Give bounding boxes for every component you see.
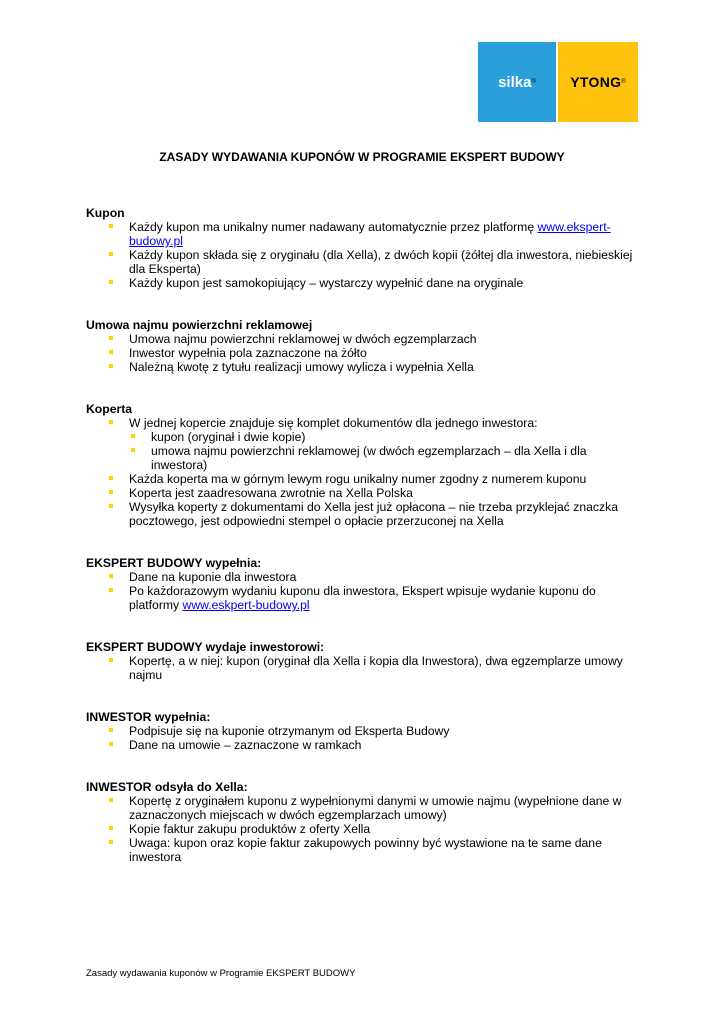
silka-logo: silka ®: [478, 42, 556, 122]
list-item: Wysyłka koperty z dokumentami do Xella jest już opłacona – nie trzeba przyklejać znaczka pocztowego, jest odpowiedni stempel o opłacie przerzuconej na Xella: [86, 500, 646, 528]
list-item: Kopertę, a w niej: kupon (oryginał dla Xella i kopia dla Inwestora), dwa egzemplarze umowy najmu: [86, 654, 646, 682]
section-ekspert-wydaje: [86, 640, 646, 682]
list-item: [86, 416, 646, 472]
section-heading: Umowa najmu powierzchni reklamowej: [86, 318, 313, 332]
list-item: Podpisuje się na kuponie otrzymanym od Eksperta Budowy: [86, 724, 646, 738]
section-heading: EKSPERT BUDOWY wypełnia:: [86, 556, 262, 570]
ekspert-budowy-link[interactable]: www.ekspert-budowy.pl: [129, 220, 611, 248]
page-footer: Zasady wydawania kuponów w Programie EKSPERT BUDOWY: [86, 968, 356, 979]
sub-list-item: kupon (oryginał i dwie kopie): [129, 430, 646, 444]
section-heading: EKSPERT BUDOWY wydaje inwestorowi:: [86, 640, 325, 654]
list-item-text: Każdy kupon ma unikalny numer nadawany automatycznie przez platformę: [129, 220, 538, 234]
section-inwestor-odsyla: [86, 780, 646, 864]
list-item-text: W jednej kopercie znajduje się komplet dokumentów dla jednego inwestora:: [129, 416, 538, 430]
document-title: ZASADY WYDAWANIA KUPONÓW W PROGRAMIE EKSPERT BUDOWY: [159, 150, 565, 164]
list-item: Kopertę z oryginałem kuponu z wypełnionymi danymi w umowie najmu (wypełnione dane w zaznaczonych miejscach w dwóch egzemplarzach umowy): [86, 794, 646, 822]
list-item: Dane na umowie – zaznaczone w ramkach: [86, 738, 646, 752]
section-heading: INWESTOR odsyła do Xella:: [86, 780, 248, 794]
silka-logo-text: silka: [498, 73, 532, 91]
list-item: Koperta jest zaadresowana zwrotnie na Xella Polska: [86, 486, 646, 500]
list-item: Każdy kupon składa się z oryginału (dla Xella), z dwóch kopii (żółtej dla inwestora, niebieskiej dla Eksperta): [86, 248, 646, 276]
list-item: Inwestor wypełnia pola zaznaczone na żółto: [86, 346, 646, 360]
list-item-text: Po każdorazowym wydaniu kuponu dla inwestora, Ekspert wpisuje wydanie kuponu do platformy: [129, 584, 596, 612]
section-heading: INWESTOR wypełnia:: [86, 710, 211, 724]
list-item: [86, 584, 646, 612]
section-heading: Koperta: [86, 402, 133, 416]
sub-list-item: umowa najmu powierzchni reklamowej (w dwóch egzemplarzach – dla Xella i dla inwestora): [129, 444, 646, 472]
list-item: Należną kwotę z tytułu realizacji umowy wylicza i wypełnia Xella: [86, 360, 646, 374]
section-koperta: [86, 402, 646, 528]
list-item: Umowa najmu powierzchni reklamowej w dwóch egzemplarzach: [86, 332, 646, 346]
list-item: Dane na kuponie dla inwestora: [86, 570, 646, 584]
section-umowa: [86, 318, 646, 374]
section-heading: Kupon: [86, 206, 125, 220]
ytong-logo: YTONG ®: [558, 42, 638, 122]
section-inwestor-wypelnia: [86, 710, 646, 752]
list-item: Każdy kupon jest samokopiujący – wystarczy wypełnić dane na oryginale: [86, 276, 646, 290]
list-item: Uwaga: kupon oraz kopie faktur zakupowych powinny być wystawione na te same dane inwestora: [86, 836, 646, 864]
section-kupon: [86, 206, 646, 290]
ytong-logo-text: YTONG: [570, 74, 622, 90]
eskpert-budowy-link[interactable]: www.eskpert-budowy.pl: [182, 598, 310, 612]
document-body: [86, 206, 646, 864]
list-item: [86, 220, 646, 248]
list-item: Kopie faktur zakupu produktów z oferty Xella: [86, 822, 646, 836]
section-ekspert-wypelnia: [86, 556, 646, 612]
list-item: Każda koperta ma w górnym lewym rogu unikalny numer zgodny z numerem kuponu: [86, 472, 646, 486]
